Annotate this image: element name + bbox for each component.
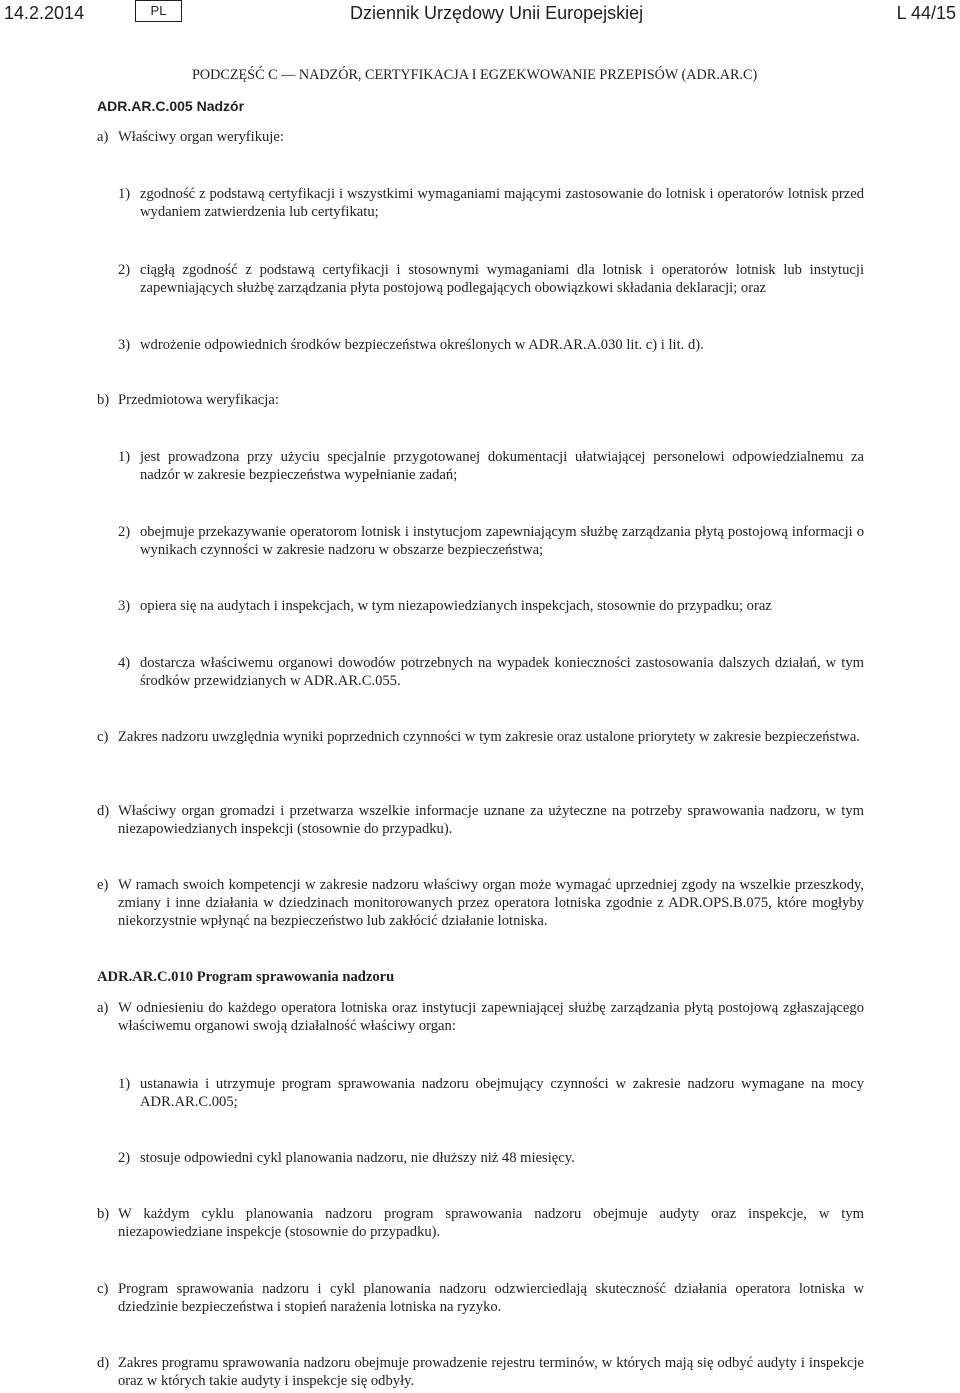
item-label: 2) <box>118 524 131 540</box>
para-text: Zakres programu sprawowania nadzoru obejmuje prowadzenie rejestru terminów, w których mają się odbyć audyty i inspekcje oraz w których takie audyty i inspekcje się odbyły. <box>118 1355 864 1389</box>
para-label: c) <box>97 729 109 745</box>
para-text: W każdym cyklu planowania nadzoru program sprawowania nadzoru obejmuje audyty oraz inspekcje, w tym niezapowiedziane inspekcje (stosownie do przypadku). <box>118 1206 864 1240</box>
item-label: 1) <box>118 449 131 465</box>
para-text: W ramach swoich kompetencji w zakresie nadzoru właściwy organ może wymagać uprzedniej zgody na wszelkie przeszkody, zmiany i inne działania w dziedzinach monitorowanych przez operatora lotniska zgodnie z ADR.OPS.B.075, które mogłyby niekorzystnie wpłynąć na bezpieczeństwo lub zakłócić działanie lotniska. <box>118 877 864 929</box>
para-label: a) <box>97 129 109 145</box>
section-heading-005: ADR.AR.C.005 Nadzór <box>97 98 245 114</box>
item-label: 3) <box>118 337 131 353</box>
para-text: Właściwy organ gromadzi i przetwarza wszelkie informacje uznane za użyteczne na potrzeby sprawowania nadzoru, w tym niezapowiedzianych inspekcji (stosownie do przypadku). <box>118 803 864 837</box>
item-text: opiera się na audytach i inspekcjach, w tym niezapowiedzianych inspekcjach, stosownie do przypadku; oraz <box>140 598 772 614</box>
item-label: 2) <box>118 262 131 278</box>
item-label: 4) <box>118 655 131 671</box>
item-label: 2) <box>118 1150 131 1166</box>
page-number: L 44/15 <box>896 3 956 23</box>
item-label: 1) <box>118 186 131 202</box>
para-text: Właściwy organ weryfikuje: <box>118 129 284 145</box>
item-text: ustanawia i utrzymuje program sprawowania nadzoru obejmujący czynności w zakresie nadzoru wymagane na mocy ADR.AR.C.005; <box>140 1076 864 1110</box>
item-text: wdrożenie odpowiednich środków bezpieczeństwa określonych w ADR.AR.A.030 lit. c) i lit. d). <box>140 337 704 353</box>
para-text: W odniesieniu do każdego operatora lotniska oraz instytucji zapewniającej służbę zarządzania płytą postojową zgłaszającego właściwemu organowi swoją działalność właściwy organ: <box>118 1000 864 1034</box>
item-text: zgodność z podstawą certyfikacji i wszystkimi wymaganiami mającymi zastosowanie do lotnisk i operatorów lotnisk przed wydaniem zatwierdzenia lub certyfikatu; <box>140 186 864 220</box>
para-label: b) <box>97 392 110 408</box>
journal-title: Dziennik Urzędowy Unii Europejskiej <box>350 3 644 23</box>
header-date: 14.2.2014 <box>4 3 85 23</box>
language-badge: PL <box>135 0 182 22</box>
item-text: jest prowadzona przy użyciu specjalnie przygotowanej dokumentacji ułatwiającej personelowi odpowiedzialnemu za nadzór w zakresie bezpieczeństwa wypełnianie zadań; <box>140 449 864 483</box>
para-label: b) <box>97 1206 110 1222</box>
para-text: Przedmiotowa weryfikacja: <box>118 392 279 408</box>
para-label: d) <box>97 1355 110 1371</box>
section-heading-010: ADR.AR.C.010 Program sprawowania nadzoru <box>97 969 395 985</box>
item-text: stosuje odpowiedni cykl planowania nadzoru, nie dłuższy niż 48 miesięcy. <box>140 1150 575 1166</box>
para-text: Zakres nadzoru uwzględnia wyniki poprzednich czynności w tym zakresie oraz ustalone priorytety w zakresie bezpieczeństwa. <box>118 729 860 745</box>
item-text: obejmuje przekazywanie operatorom lotnisk i instytucjom zapewniającym służbę zarządzania płytą postojową informacji o wynikach czynności w zakresie nadzoru w obszarze bezpieczeństwa; <box>140 524 864 558</box>
subpart-title: PODCZĘŚĆ C — NADZÓR, CERTYFIKACJA I EGZEKWOWANIE PRZEPISÓW (ADR.AR.C) <box>192 67 758 83</box>
para-text: Program sprawowania nadzoru i cykl planowania nadzoru odzwierciedlają skuteczność działania operatora lotniska w dziedzinie bezpieczeństwa i stopień narażenia lotniska na ryzyko. <box>118 1281 864 1315</box>
item-label: 1) <box>118 1076 131 1092</box>
item-text: dostarcza właściwemu organowi dowodów potrzebnych na wypadek konieczności zastosowania dalszych działań, w tym środków przewidzianych w ADR.AR.C.055. <box>140 655 864 689</box>
item-label: 3) <box>118 598 131 614</box>
para-label: e) <box>97 877 109 893</box>
para-label: d) <box>97 803 110 819</box>
para-label: c) <box>97 1281 109 1297</box>
item-text: ciągłą zgodność z podstawą certyfikacji i stosownymi wymaganiami dla lotnisk i operatorów lotnisk lub instytucji zapewniających służbę zarządzania płyta postojową podlegających obowiązkowi składania deklaracji; oraz <box>140 262 864 296</box>
para-label: a) <box>97 1000 109 1016</box>
